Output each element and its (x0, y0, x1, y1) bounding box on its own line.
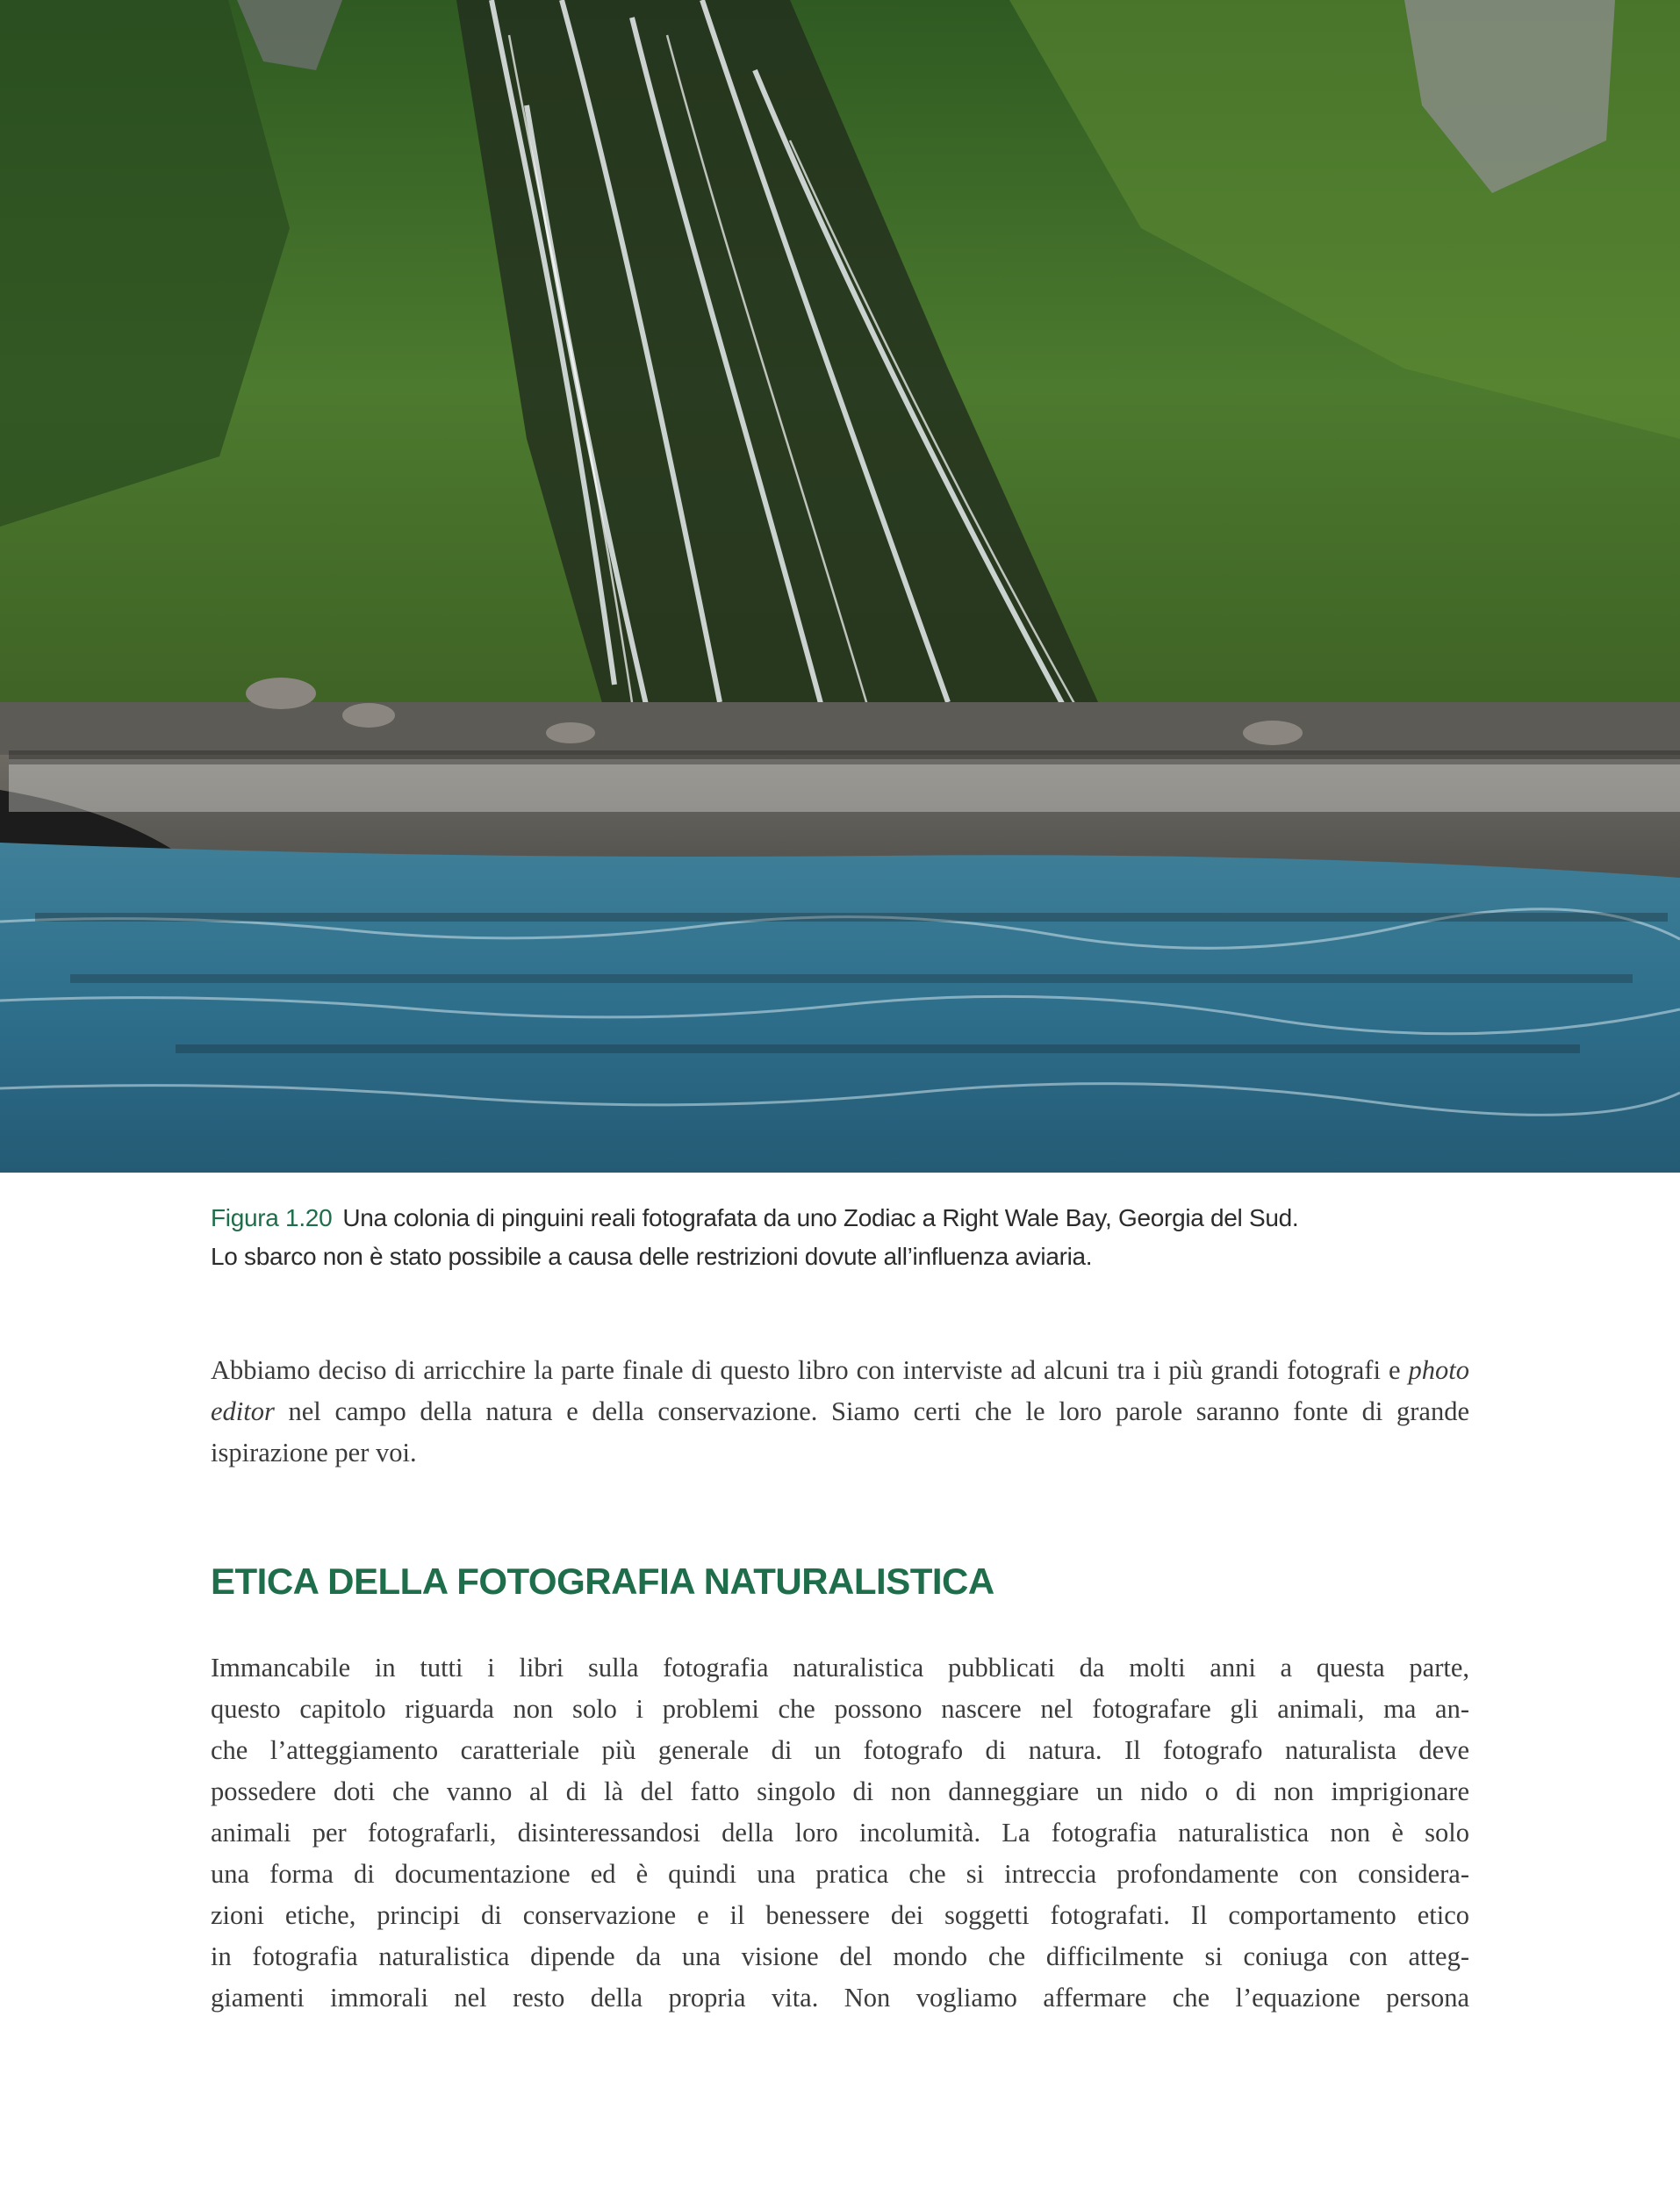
body-line: una forma di documentazione ed è quindi una pratica che si intreccia profondamente con considera- (211, 1859, 1469, 1889)
figure-label: Figura 1.20 (211, 1204, 333, 1231)
figure-caption (211, 1199, 1475, 1276)
section-heading: ETICA DELLA FOTOGRAFIA NATURALISTICA (211, 1561, 994, 1602)
body-line: possedere doti che vanno al di là del fatto singolo di non danneggiare un nido o di non imprigionare (211, 1776, 1469, 1806)
caption-text-1: Una colonia di pinguini reali fotografata da uno Zodiac a Right Wale Bay, Georgia del Sud. (342, 1204, 1299, 1231)
caption-line-2: Lo sbarco non è stato possibile a causa delle restrizioni dovute all’influenza aviaria. (211, 1243, 1093, 1270)
intro-text-2: nel campo della natura e della conservazione. Siamo certi che le loro parole saranno fonte di grande ispirazione per voi. (211, 1396, 1469, 1467)
body-line: Immancabile in tutti i libri sulla fotografia naturalistica pubblicati da molti anni a questa parte, (211, 1653, 1469, 1683)
body-line: in fotografia naturalistica dipende da una visione del mondo che difficilmente si coniuga con atteg- (211, 1941, 1469, 1971)
intro-italic: photo editor (211, 1355, 1469, 1426)
intro-text-1: Abbiamo deciso di arricchire la parte finale di questo libro con interviste ad alcuni tra i più grandi fotografi e (211, 1355, 1409, 1385)
caption-line-1 (211, 1199, 1475, 1238)
intro-paragraph (211, 1350, 1469, 1474)
body-line: zioni etiche, principi di conservazione e il benessere dei soggetti fotografati. Il comportamento etico (211, 1900, 1469, 1930)
body-line: giamenti immorali nel resto della propria vita. Non vogliamo affermare che l’equazione persona (211, 1983, 1469, 2013)
body-line: animali per fotografarli, disinteressandosi della loro incolumità. La fotografia naturalistica non è solo (211, 1818, 1469, 1848)
body-line: questo capitolo riguarda non solo i problemi che possono nascere nel fotografare gli animali, ma an- (211, 1694, 1469, 1724)
body-line: che l’atteggiamento caratteriale più generale di un fotografo di natura. Il fotografo naturalista deve (211, 1735, 1469, 1765)
body-paragraph (211, 1647, 1469, 2019)
